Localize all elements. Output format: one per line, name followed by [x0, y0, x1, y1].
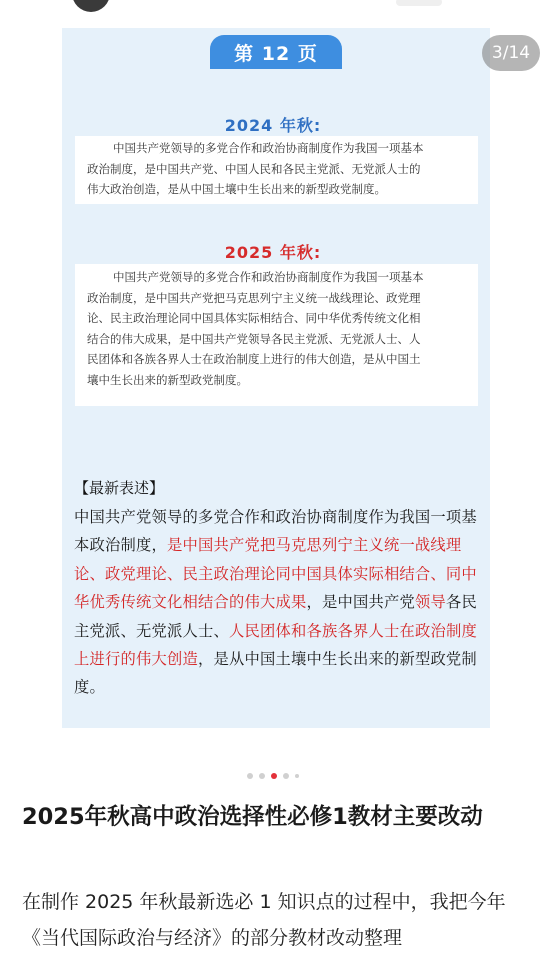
newest-statement-heading: 【最新表述】	[74, 479, 165, 497]
pagination-dot-active[interactable]	[271, 773, 277, 779]
statement-segment: ，是中国共产党	[306, 593, 415, 612]
excerpt-line: 政治制度，是中国共产党把马克思列宁主义统一战线理论、政党理	[87, 290, 421, 305]
textbook-excerpt-2024	[75, 136, 478, 204]
statement-segment: 各民主党派、无党派人士、	[74, 593, 477, 640]
statement-highlight: 是中国共产党把马克思列宁主义统一战线理论、政党理论、民主政治理论同中国具体实际相结合、同中华优秀传统文化相结合的伟大成果	[74, 536, 477, 612]
statement-segment: ，是从中国土壤中生长出来的新型政党制度。	[74, 650, 477, 697]
pagination-dot[interactable]	[283, 773, 289, 779]
excerpt-line: 民团体和各族各界人士在政治制度上进行的伟大创造，是从中国土	[87, 352, 421, 366]
newest-statement-body	[74, 503, 484, 702]
heading-2024: 2024 年秋:	[224, 116, 322, 135]
article-title: 2025年秋高中政治选择性必修1教材主要改动	[22, 804, 483, 830]
slide-counter: 3/14	[482, 35, 540, 71]
statement-segment: 中国共产党领导的多党合作和政治协商制度作为我国一项基本政治制度，	[74, 508, 477, 555]
page-badge: 第 12 页	[210, 35, 342, 69]
excerpt-line: 壤中生长出来的新型政党制度。	[87, 372, 248, 387]
article-body: 在制作 2025 年秋最新选必 1 知识点的过程中，我把今年《当代国际政治与经济》的部分教材改动整理	[22, 891, 506, 949]
excerpt-line: 政治制度，是中国共产党、中国人民和各民主党派、无党派人士的	[87, 161, 421, 176]
carousel-pagination	[0, 773, 546, 779]
pagination-dot[interactable]	[295, 774, 299, 778]
top-bar	[0, 0, 546, 14]
excerpt-line: 结合的伟大成果，是中国共产党领导各民主党派、无党派人士、人	[87, 331, 421, 346]
excerpt-line: 中国共产党领导的多党合作和政治协商制度作为我国一项基本	[113, 270, 424, 284]
excerpt-line: 中国共产党领导的多党合作和政治协商制度作为我国一项基本	[113, 141, 424, 155]
excerpt-line: 论、民主政治理论同中国具体实际相结合、同中华优秀传统文化相	[87, 311, 421, 325]
pagination-dot[interactable]	[259, 773, 265, 779]
statement-highlight: 人民团体和各族各界人士在政治制度上进行的伟大创造	[74, 621, 477, 669]
author-avatar[interactable]	[72, 0, 110, 12]
heading-2025: 2025 年秋:	[224, 243, 322, 262]
excerpt-line: 伟大政治创造，是从中国土壤中生长出来的新型政党制度。	[87, 182, 386, 196]
follow-button[interactable]	[396, 0, 442, 6]
statement-highlight: 领导	[414, 593, 446, 612]
pagination-dot[interactable]	[247, 773, 253, 779]
textbook-excerpt-2025	[75, 264, 478, 406]
